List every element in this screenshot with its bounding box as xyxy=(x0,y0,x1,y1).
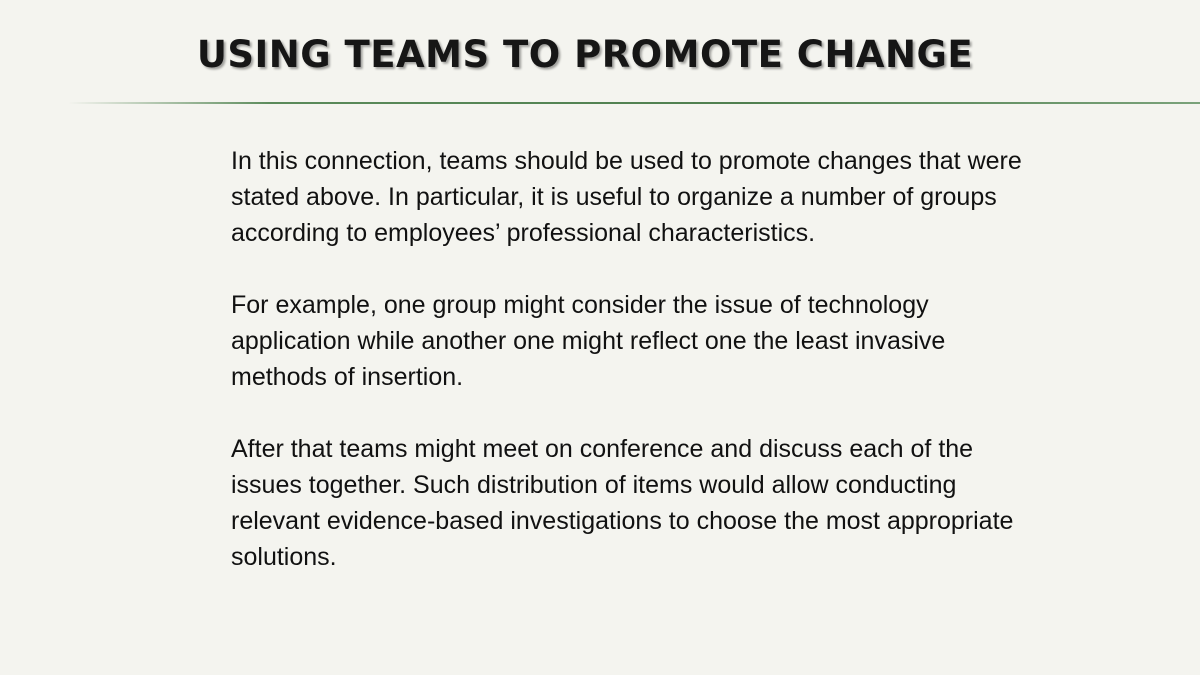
paragraph-conference-discussion: After that teams might meet on conference and discuss each of the issues together. Such distribution of items would allow conducting relevant evidence-based investigations to choose the most appropriate solutions. xyxy=(231,435,1014,571)
title-divider xyxy=(68,102,1200,104)
paragraph-teams-promote-changes: In this connection, teams should be used to promote changes that were stated above. In particular, it is useful to organize a number of groups according to employees’ professional characteristics. xyxy=(231,147,1022,247)
slide-body xyxy=(231,143,1031,575)
paragraph-group-example: For example, one group might consider the issue of technology application while another one might reflect one the least invasive methods of insertion. xyxy=(231,291,946,391)
slide-title: USING TEAMS TO PROMOTE CHANGE xyxy=(196,33,974,76)
